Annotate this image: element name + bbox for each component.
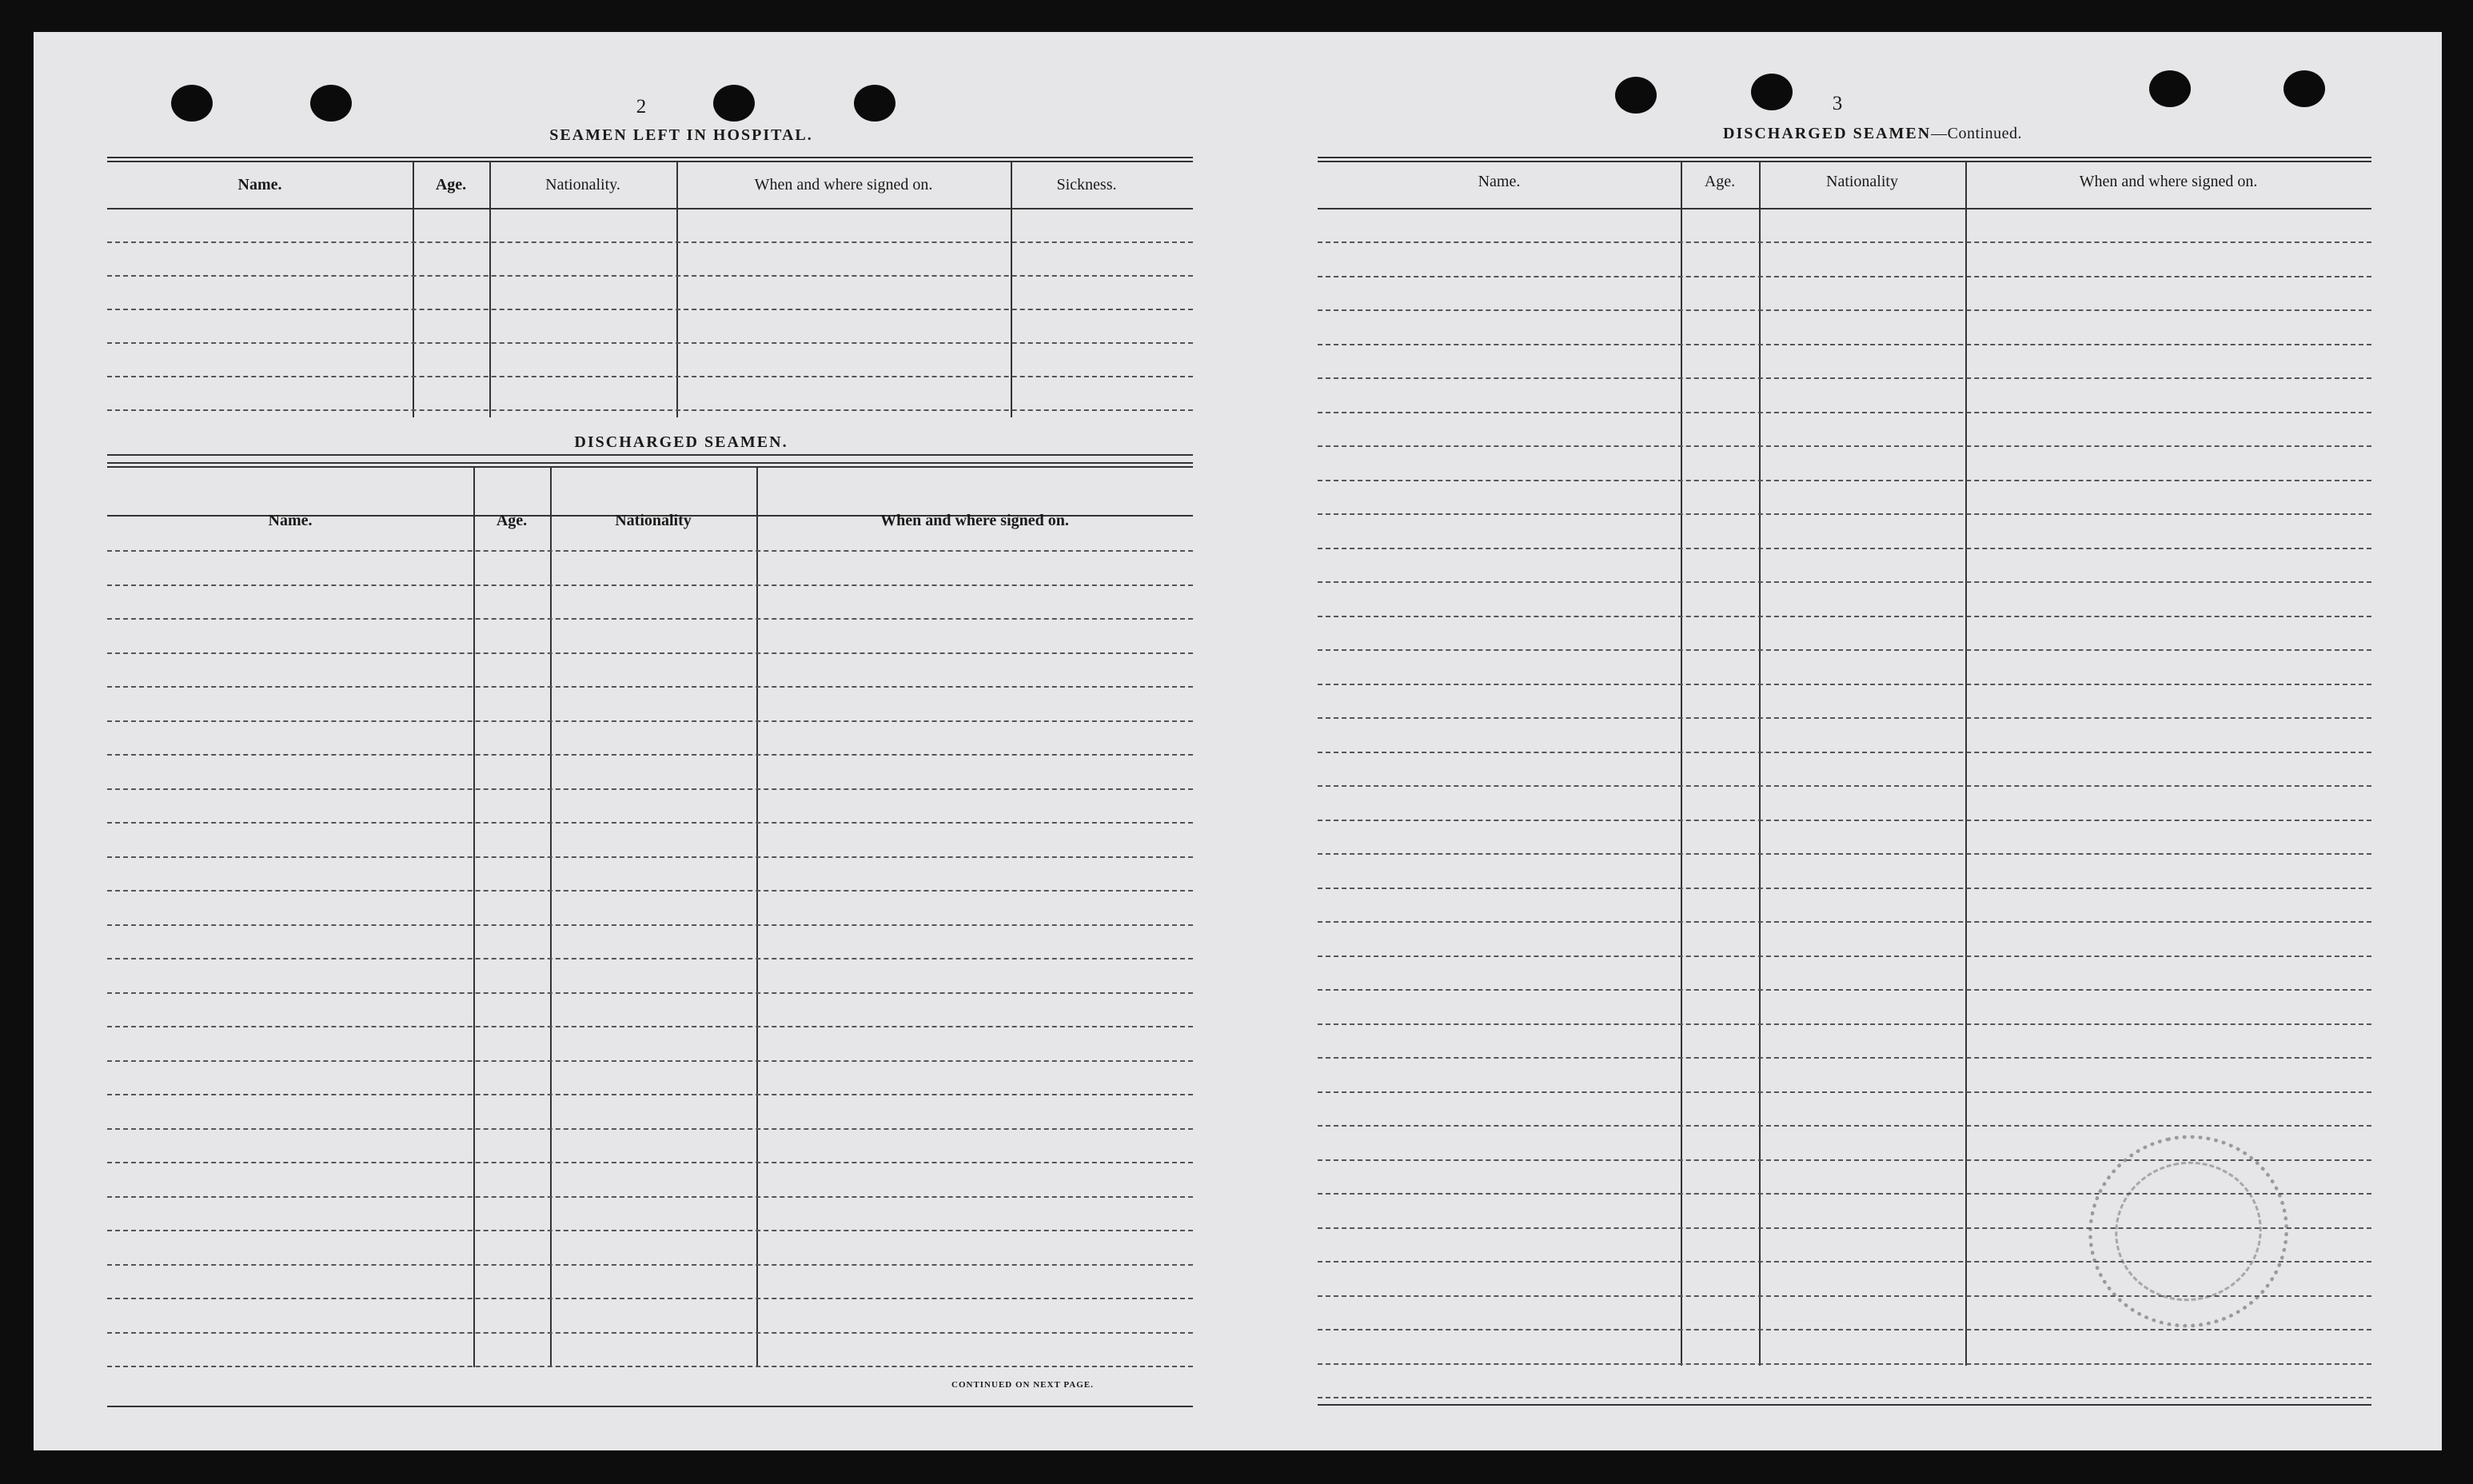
ruled-row-line: [1318, 955, 2371, 957]
ruled-row-line: [1318, 276, 2371, 277]
ruled-row-line: [107, 720, 1193, 722]
ruled-row-line: [107, 992, 1193, 994]
document-sheet: [34, 32, 2442, 1450]
ruled-row-line: [107, 856, 1193, 858]
ruled-row-line: [1318, 1057, 2371, 1059]
ruled-row-line: [107, 1264, 1193, 1266]
ruled-row-line: [107, 309, 1193, 310]
column-header-nationality: Nationality: [1826, 173, 1898, 190]
page-number-left: 2: [636, 96, 647, 118]
ruled-row-line: [1318, 989, 2371, 991]
ruled-row-line: [1318, 241, 2371, 243]
ruled-row-line: [107, 686, 1193, 688]
ruled-row-line: [107, 618, 1193, 620]
ruled-row-line: [107, 275, 1193, 277]
ruled-row-line: [107, 1230, 1193, 1231]
ruled-row-line: [1318, 785, 2371, 787]
continued-note: CONTINUED ON NEXT PAGE.: [951, 1380, 1094, 1390]
column-header-signed-on: When and where signed on.: [880, 512, 1069, 529]
hospital-table: [107, 157, 1193, 457]
ruled-row-line: [1318, 480, 2371, 481]
title-suffix: —Continued.: [1931, 125, 2022, 142]
ruled-row-line: [1318, 649, 2371, 651]
ruled-row-line: [107, 924, 1193, 926]
punch-hole: [2284, 70, 2325, 107]
ruled-row-line: [107, 890, 1193, 892]
ruled-row-line: [1318, 820, 2371, 821]
punch-hole: [1615, 77, 1657, 114]
ruled-row-line: [1318, 412, 2371, 413]
ruled-row-line: [1318, 717, 2371, 719]
ruled-row-line: [107, 1332, 1193, 1334]
column-header-age: Age.: [435, 176, 467, 193]
column-header-sickness: Sickness.: [1056, 176, 1117, 193]
punch-hole: [171, 85, 213, 122]
page-number-right: 3: [1832, 93, 1843, 114]
ruled-row-line: [107, 1366, 1193, 1367]
column-header-name: Name.: [237, 176, 282, 193]
ruled-row-line: [107, 754, 1193, 756]
discharged-section-title: DISCHARGED SEAMEN.: [574, 433, 788, 451]
column-header-signed-on: When and where signed on.: [2079, 173, 2258, 190]
ruled-row-line: [107, 342, 1193, 344]
ruled-row-line: [1318, 377, 2371, 379]
column-header-name: Name.: [1478, 173, 1521, 190]
title-main: DISCHARGED SEAMEN: [1723, 125, 1932, 142]
ruled-row-line: [1318, 1091, 2371, 1093]
ruled-row-line: [107, 1298, 1193, 1299]
ruled-row-line: [1318, 1125, 2371, 1127]
punch-hole: [1751, 74, 1793, 110]
ruled-row-line: [1318, 445, 2371, 447]
ruled-row-line: [107, 376, 1193, 377]
punch-hole: [713, 85, 755, 122]
ruled-row-line: [1318, 921, 2371, 923]
ruled-row-line: [1318, 1363, 2371, 1365]
ruled-row-line: [107, 550, 1193, 552]
punch-hole: [854, 85, 895, 122]
ruled-row-line: [107, 958, 1193, 959]
column-header-nationality: Nationality: [615, 512, 692, 529]
ruled-row-line: [107, 241, 1193, 243]
ruled-row-line: [107, 1162, 1193, 1163]
ruled-row-line: [1318, 684, 2371, 685]
discharged-table: [107, 462, 1193, 1414]
discharged-continued-title: [1537, 125, 2208, 143]
column-header-age: Age.: [496, 512, 528, 529]
ruled-row-line: [1318, 853, 2371, 855]
hospital-section-title: SEAMEN LEFT IN HOSPITAL.: [549, 126, 813, 144]
punch-hole: [310, 85, 352, 122]
ruled-row-line: [1318, 309, 2371, 311]
ruled-row-line: [1318, 513, 2371, 515]
ruled-row-line: [107, 822, 1193, 824]
column-header-age: Age.: [1704, 173, 1736, 190]
ruled-row-line: [107, 409, 1193, 411]
ruled-row-line: [1318, 752, 2371, 753]
column-header-signed-on: When and where signed on.: [754, 176, 933, 193]
ruled-row-line: [107, 1026, 1193, 1027]
column-header-nationality: Nationality.: [545, 176, 620, 193]
ruled-row-line: [107, 652, 1193, 654]
ruled-row-line: [1318, 1023, 2371, 1025]
ruled-row-line: [1318, 616, 2371, 617]
punch-hole: [2149, 70, 2191, 107]
ruled-row-line: [107, 1094, 1193, 1095]
ruled-row-line: [1318, 548, 2371, 549]
ruled-row-line: [1318, 1329, 2371, 1330]
ruled-row-line: [107, 1060, 1193, 1062]
ruled-row-line: [1318, 581, 2371, 583]
ruled-row-line: [107, 1128, 1193, 1130]
ruled-row-line: [1318, 888, 2371, 889]
ruled-row-line: [107, 1196, 1193, 1198]
ruled-row-line: [107, 788, 1193, 790]
column-header-name: Name.: [268, 512, 313, 529]
ruled-row-line: [1318, 344, 2371, 345]
ruled-row-line: [107, 584, 1193, 586]
ruled-row-line: [1318, 1397, 2371, 1398]
